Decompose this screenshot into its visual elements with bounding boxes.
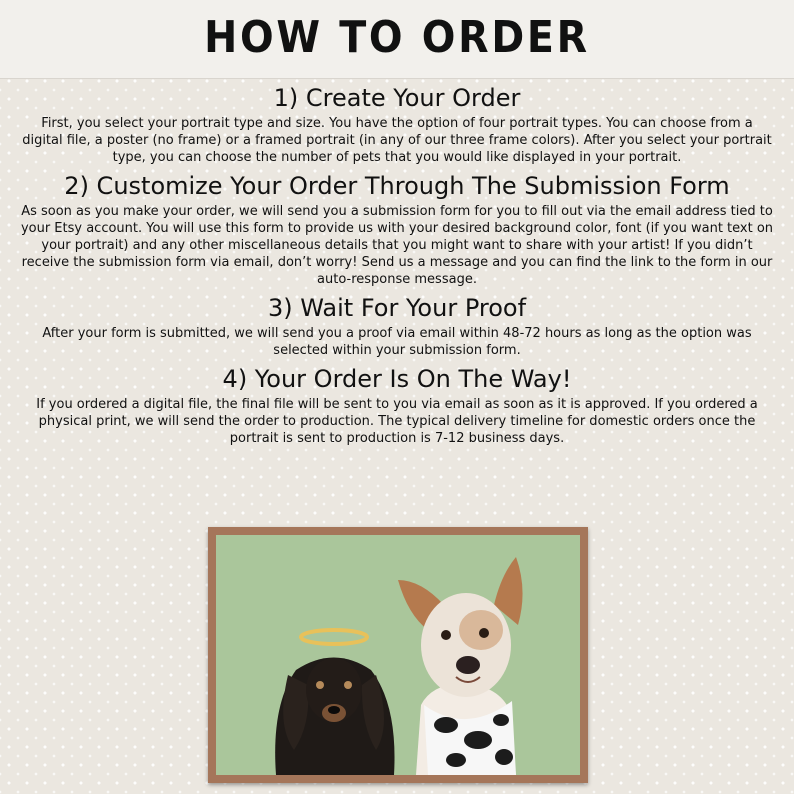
section-heading: 2) Customize Your Order Through The Submission Form xyxy=(64,172,730,200)
framed-pet-portrait xyxy=(208,527,588,783)
section-body: As soon as you make your order, we will send you a submission form for you to fill out via the email address tied to your Etsy account. You will use this form to provide us with your desired background color, font (if you want text on your portrait) and any other miscellaneous details that you might want to share with your artist! If you didn’t receive the submission form via email, don’t worry! Send us a message and you can find the link to the form in our auto-response message. xyxy=(20,204,774,287)
pet-portrait-illustration xyxy=(216,535,580,775)
section-heading: 1) Create Your Order xyxy=(273,84,521,112)
section-body: First, you select your portrait type and size. You have the option of four portrait types. You can choose from a digital file, a poster (no frame) or a framed portrait (in any of our three frame colors). After you select your portrait type, you can choose the number of pets that you would like displayed in your portrait. xyxy=(22,116,772,165)
section-body: After your form is submitted, we will send you a proof via email within 48-72 hours as long as the option was selected within your submission form. xyxy=(42,326,752,358)
portrait-background xyxy=(216,535,580,775)
section-create-order xyxy=(20,84,774,166)
section-heading: 3) Wait For Your Proof xyxy=(267,294,527,322)
instructions xyxy=(20,84,774,453)
section-body: If you ordered a digital file, the final file will be sent to you via email as soon as it is approved. If you ordered a physical print, we will send the order to production. The typical delivery timeline for domestic orders once the portrait is sent to production is 7-12 business days. xyxy=(36,397,758,446)
section-order-on-way xyxy=(20,365,774,447)
section-heading: 4) Your Order Is On The Way! xyxy=(222,365,572,393)
page-title: HOW TO ORDER xyxy=(204,12,590,63)
section-wait-proof xyxy=(20,294,774,359)
section-customize-order xyxy=(20,172,774,288)
